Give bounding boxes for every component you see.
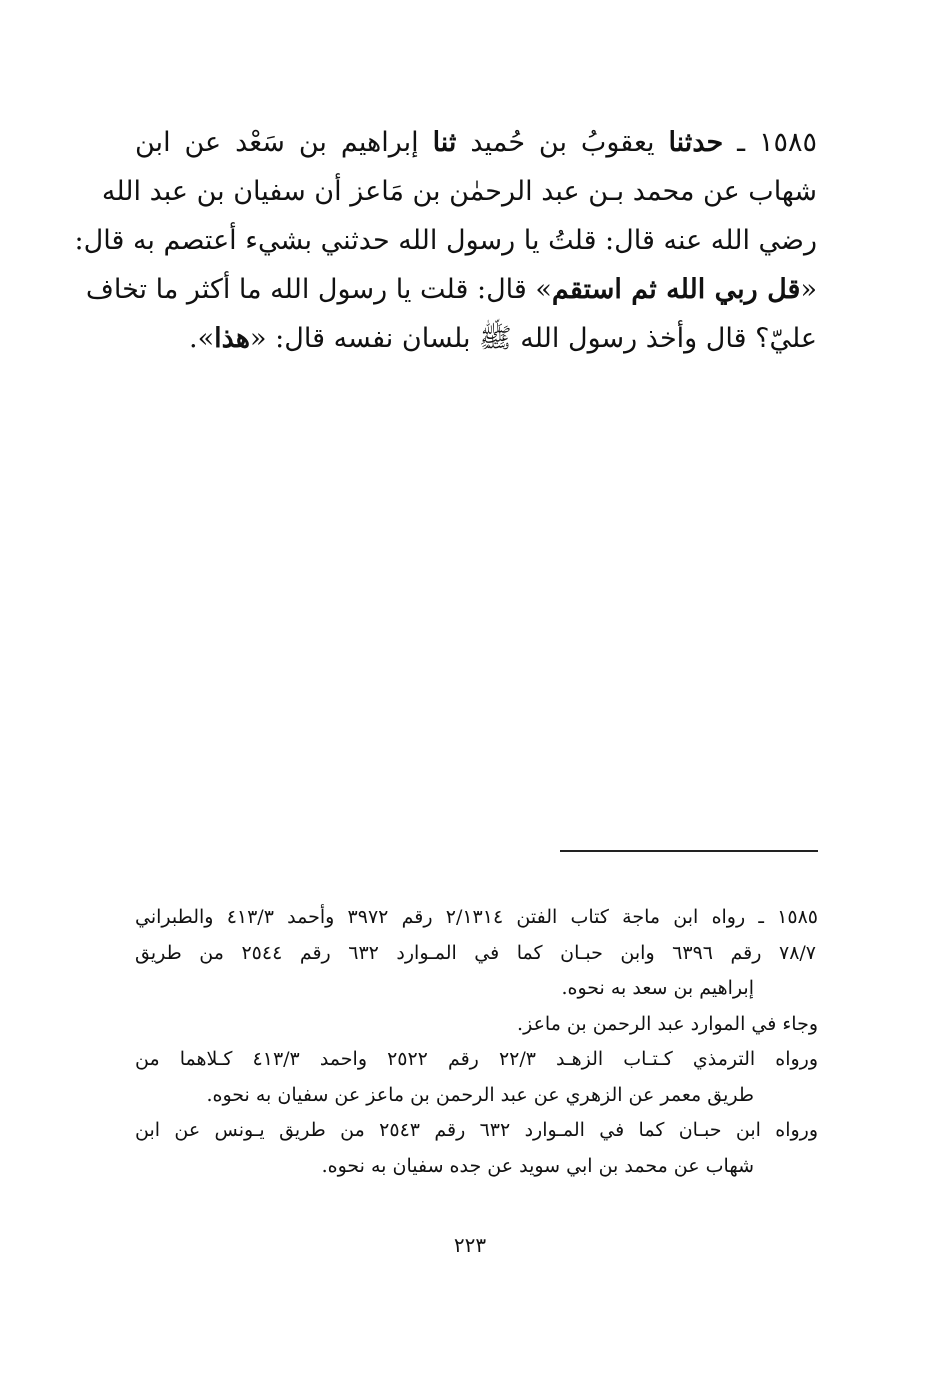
hadith-number: ١٥٨٥ ـ xyxy=(723,127,817,158)
narrator-text: يعقوبُ بن حُميد xyxy=(456,127,669,158)
footnote-line: وجاء في الموارد عبد الرحمن بن ماعز. xyxy=(517,1012,818,1035)
prophetic-saying: قل ربي الله ثم استقم xyxy=(551,274,801,305)
quote-close: ». xyxy=(189,323,215,354)
footnote-line: ورواه ابن حبـان كما في المـوارد ٦٣٢ رقم ٢٥٤٣ من طريق يـونس عن ابن xyxy=(135,1119,818,1141)
hadith-line-2 xyxy=(101,167,817,216)
footnote-line: شهاب عن محمد بن ابي سويد عن جده سفيان به نحوه. xyxy=(321,1154,754,1177)
hadith-line-4 xyxy=(85,265,817,314)
footnotes xyxy=(135,900,818,1184)
hadith-text xyxy=(74,118,817,363)
hadith-body-text: عليّ؟ قال وأخذ رسول الله ﷺ بلسان نفسه قال: « xyxy=(250,323,817,354)
prophetic-saying: هذا xyxy=(214,323,251,354)
hadith-body-text: رضي الله عنه قال: قلتُ يا رسول الله حدثني بشيء أعتصم به قال: xyxy=(74,225,817,256)
footnote-separator xyxy=(560,850,818,852)
narration-term: ثنا xyxy=(432,127,457,158)
hadith-body-text: » قال: قلت يا رسول الله ما أكثر ما تخاف xyxy=(85,274,552,305)
hadith-line-1 xyxy=(135,118,817,167)
footnote-line: ورواه الترمذي كـتـاب الزهـد ٢٢/٣ رقم ٢٥٢٢ واحمد ٤١٣/٣ كـلاهما من xyxy=(135,1048,819,1070)
hadith-line-5 xyxy=(135,314,817,363)
narration-term: حدثنا xyxy=(668,127,724,158)
narrator-text: شهاب عن محمد بـن عبد الرحمٰن بن مَاعز أن سفيان بن عبد الله xyxy=(101,176,817,207)
footnote-line: إبراهيم بن سعد به نحوه. xyxy=(561,977,754,999)
narrator-text: إبراهيم بن سَعْد عن ابن xyxy=(135,127,433,158)
quote-open: « xyxy=(800,274,817,305)
page-number: ٢٢٣ xyxy=(453,1233,487,1257)
footnote-line: ١٥٨٥ ـ رواه ابن ماجة كتاب الفتن ٢/١٣١٤ رقم ٣٩٧٢ وأحمد ٤١٣/٣ والطبراني xyxy=(135,906,818,928)
hadith-line-3 xyxy=(74,216,817,265)
footnote-line: طريق معمر عن الزهري عن عبد الرحمن بن ماعز عن سفيان به نحوه. xyxy=(206,1083,754,1106)
footnote-line: ٧٨/٧ رقم ٦٣٩٦ وابن حبـان كما في المـوارد ٦٣٢ رقم ٢٥٤٤ من طريق xyxy=(135,941,817,964)
